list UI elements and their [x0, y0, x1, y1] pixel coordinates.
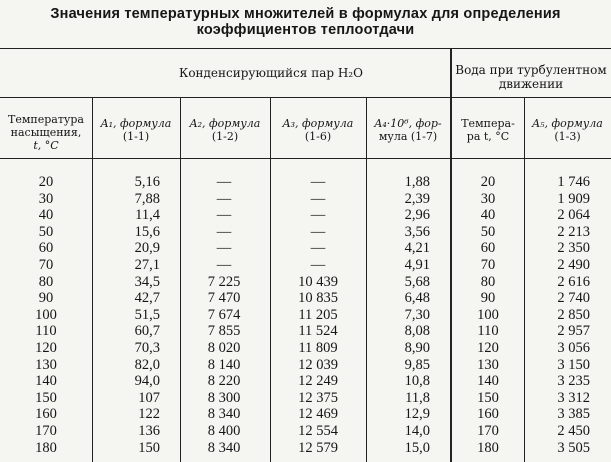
cell-water-temperature: 90: [480, 290, 496, 307]
cell-temperature: 180: [35, 439, 57, 456]
cell-a1: 51,5: [134, 306, 160, 323]
cell-a5: 2 616: [557, 273, 590, 290]
cell-a3: 11 809: [298, 340, 338, 356]
cell-a1: 122: [138, 406, 160, 423]
cell-a3: —: [310, 207, 326, 224]
cell-a4: 3,56: [404, 223, 430, 240]
cell-a4: 4,91: [404, 257, 430, 273]
cell-a5: 3 235: [557, 373, 590, 390]
cell-a2: 8 140: [207, 356, 241, 373]
cell-a4: 10,8: [404, 373, 430, 390]
cell-a4: 6,48: [404, 290, 430, 307]
col-a1-line-2: (1-1): [122, 130, 150, 143]
cell-a4: 1,88: [404, 174, 430, 190]
cell-water-temperature: 120: [477, 340, 499, 356]
cell-temperature: 160: [35, 406, 57, 423]
cell-a5: 2 957: [557, 323, 590, 340]
cell-a1: 94,0: [134, 373, 160, 390]
cell-temperature: 40: [38, 207, 54, 224]
col-temp-line-1: Температура: [7, 113, 84, 126]
cell-a1: 136: [138, 423, 160, 439]
cell-water-temperature: 40: [480, 207, 496, 224]
cell-water-temperature: 170: [477, 423, 499, 439]
cell-water-temperature: 20: [480, 174, 496, 190]
cell-a5: 2 213: [557, 223, 590, 240]
cell-a2: 7 225: [207, 273, 241, 290]
cell-a2: —: [216, 174, 232, 190]
cell-water-temperature: 70: [480, 257, 496, 273]
cell-a3: —: [310, 257, 326, 273]
top-rule: [0, 48, 611, 49]
cell-a1: 70,3: [134, 340, 160, 356]
cell-a2: 8 020: [207, 340, 241, 356]
cell-temperature: 120: [35, 340, 57, 356]
cell-a3: 12 375: [298, 389, 338, 406]
cell-a1: 5,16: [134, 174, 160, 190]
cell-temperature: 70: [38, 257, 54, 273]
cell-temperature: 60: [38, 240, 54, 257]
cell-a2: 8 300: [207, 389, 241, 406]
cell-a5: 2 350: [557, 240, 590, 257]
cell-temperature: 130: [35, 356, 57, 373]
col-a2-line-2: (1-2): [211, 130, 239, 143]
cell-a1: 27,1: [134, 257, 160, 273]
col-temp-line-2: насыщения,: [10, 126, 82, 139]
cell-a3: 12 249: [298, 373, 338, 390]
cell-a5: 2 490: [557, 257, 590, 273]
cell-a2: 8 400: [207, 423, 241, 439]
cell-a2: —: [216, 240, 232, 257]
col-a5-line-1: A₅, формула: [532, 117, 603, 130]
cell-a1: 60,7: [134, 323, 160, 340]
cell-a5: 3 056: [557, 340, 590, 356]
cell-a1: 7,88: [134, 190, 160, 207]
cell-water-temperature: 80: [480, 273, 496, 290]
cell-a2: —: [216, 223, 232, 240]
group-header-turbulent-water: Вода при турбулентном движении: [455, 63, 607, 91]
cell-a3: 12 469: [298, 406, 338, 423]
cell-a3: 11 524: [298, 323, 338, 340]
cell-water-temperature: 50: [480, 223, 496, 240]
cell-water-temperature: 150: [477, 389, 499, 406]
cell-a3: —: [310, 223, 326, 240]
cell-a1: 20,9: [134, 240, 160, 257]
cell-a4: 8,90: [404, 340, 430, 356]
cell-a5: 3 312: [557, 389, 590, 406]
cell-temperature: 80: [38, 273, 54, 290]
cell-temperature: 30: [38, 190, 54, 207]
cell-temperature: 50: [38, 223, 54, 240]
cell-a1: 82,0: [134, 356, 160, 373]
cell-a3: 10 439: [298, 273, 338, 290]
col-a1-line-1: A₁, формула: [100, 117, 172, 130]
cell-water-temperature: 180: [477, 439, 499, 456]
cell-a5: 1 909: [557, 190, 590, 207]
column-divider-temp: [92, 98, 93, 462]
cell-a1: 42,7: [134, 290, 160, 307]
cell-a4: 4,21: [404, 240, 430, 257]
col-a2-line-1: A₂, формула: [189, 117, 261, 130]
cell-a2: —: [216, 257, 232, 273]
cell-a5: 2 850: [557, 306, 590, 323]
cell-a2: 7 674: [207, 306, 241, 323]
cell-a4: 14,0: [404, 423, 430, 439]
col-t2-line-1: Темпера-: [461, 117, 515, 130]
cell-a5: 3 150: [557, 356, 590, 373]
cell-a3: —: [310, 174, 326, 190]
cell-a1: 11,4: [135, 207, 160, 224]
cell-a5: 2 064: [557, 207, 590, 224]
cell-a1: 15,6: [134, 223, 160, 240]
cell-a2: 8 220: [207, 373, 241, 390]
col-temp-line-3: t, °C: [33, 139, 59, 152]
cell-a4: 9,85: [404, 356, 430, 373]
col-a3-line-2: (1-6): [304, 130, 332, 143]
cell-a5: 1 746: [557, 174, 590, 190]
cell-a5: 2 450: [557, 423, 590, 439]
cell-temperature: 140: [35, 373, 57, 390]
cell-a4: 2,39: [404, 190, 430, 207]
table-title-line-1: Значения температурных множителей в формулах для определения: [50, 6, 561, 22]
cell-temperature: 20: [38, 174, 54, 190]
cell-a1: 107: [138, 389, 160, 406]
cell-water-temperature: 160: [477, 406, 499, 423]
cell-a1: 34,5: [134, 273, 160, 290]
cell-a3: 12 039: [298, 356, 338, 373]
cell-a4: 15,0: [404, 439, 430, 456]
cell-a3: 11 205: [298, 306, 338, 323]
cell-a4: 11,8: [405, 389, 430, 406]
col-a4-line-1: A₄·10⁶, фор-: [374, 117, 442, 130]
cell-temperature: 110: [35, 323, 57, 340]
column-divider-a3: [366, 98, 367, 462]
cell-a4: 12,9: [404, 406, 430, 423]
cell-a3: 12 579: [298, 439, 338, 456]
cell-temperature: 90: [38, 290, 54, 307]
cell-a2: 7 855: [207, 323, 241, 340]
group-header-condensing-steam: Конденсирующийся пар H₂O: [179, 66, 363, 80]
cell-a4: 5,68: [404, 273, 430, 290]
cell-a2: 8 340: [207, 406, 241, 423]
cell-a4: 2,96: [404, 207, 430, 224]
cell-water-temperature: 130: [477, 356, 499, 373]
cell-temperature: 150: [35, 389, 57, 406]
cell-a5: 2 740: [557, 290, 590, 307]
table-title-line-2: коэффициентов теплоотдачи: [196, 22, 415, 38]
cell-a2: 7 470: [207, 290, 241, 307]
cell-temperature: 170: [35, 423, 57, 439]
cell-a3: —: [310, 190, 326, 207]
cell-water-temperature: 110: [477, 323, 499, 340]
cell-a2: 8 340: [207, 439, 241, 456]
cell-a3: 10 835: [298, 290, 338, 307]
cell-a1: 150: [138, 439, 160, 456]
cell-temperature: 100: [35, 306, 57, 323]
cell-a4: 8,08: [404, 323, 430, 340]
cell-water-temperature: 100: [477, 306, 499, 323]
cell-a5: 3 385: [557, 406, 590, 423]
cell-water-temperature: 30: [480, 190, 496, 207]
cell-a4: 7,30: [404, 306, 430, 323]
col-a3-line-1: A₃, формула: [282, 117, 354, 130]
cell-a3: 12 554: [298, 423, 338, 439]
col-a5-line-2: (1-3): [554, 130, 581, 143]
cell-water-temperature: 60: [480, 240, 496, 257]
cell-a5: 3 505: [557, 439, 590, 456]
cell-a2: —: [216, 207, 232, 224]
col-a4-line-2: мула (1-7): [378, 130, 438, 143]
col-t2-line-2: ра t, °C: [466, 130, 510, 143]
cell-a2: —: [216, 190, 232, 207]
cell-a3: —: [310, 240, 326, 257]
cell-water-temperature: 140: [477, 373, 499, 390]
